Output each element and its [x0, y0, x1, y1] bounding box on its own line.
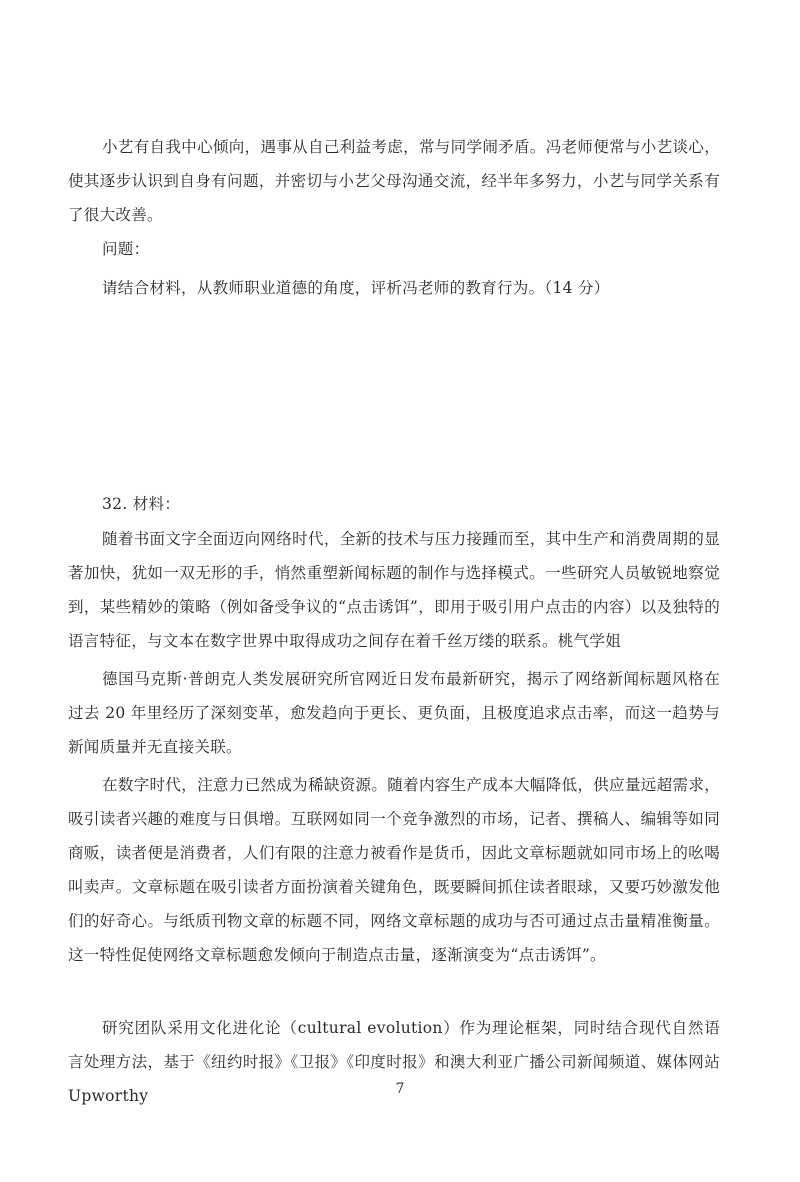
item-32-label: 32. 材料：	[102, 495, 181, 513]
material-paragraph-2: 德国马克斯·普朗克人类发展研究所官网近日发布最新研究，揭示了网络新闻标题风格在过去 20 年里经历了深刻变革，愈发趋向于更长、更负面，且极度追求点击率，而这一趋势与新闻质量并无直接关联。	[68, 670, 720, 756]
case-material-paragraph: 小艺有自我中心倾向，遇事从自己利益考虑，常与同学闹矛盾。冯老师便常与小艺谈心，使其逐步认识到自身有问题，并密切与小艺父母沟通交流，经半年多努力，小艺与同学关系有了很大改善。	[68, 138, 720, 224]
question-label: 问题：	[102, 240, 150, 258]
material-paragraph-3: 在数字时代，注意力已然成为稀缺资源。随着内容生产成本大幅降低，供应量远超需求，吸引读者兴趣的难度与日俱增。互联网如同一个竞争激烈的市场，记者、撰稿人、编辑等如同商贩，读者便是消费者，人们有限的注意力被看作是货币，因此文章标题就如同市场上的吆喝叫卖声。文章标题在吸引读者方面扮演着关键角色，既要瞬间抓住读者眼球，又要巧妙激发他们的好奇心。与纸质刊物文章的标题不同，网络文章标题的成功与否可通过点击量精准衡量。这一特性促使网络文章标题愈发倾向于制造点击量，逐渐演变为“点击诱饵”。	[68, 776, 720, 964]
material-paragraph-4: 研究团队采用文化进化论（cultural evolution）作为理论框架，同时结合现代自然语言处理方法，基于《纽约时报》《卫报》《印度时报》和澳大利亚广播公司新闻频道、媒体网站 Upworthy	[68, 1019, 720, 1105]
question-text: 请结合材料，从教师职业道德的角度，评析冯老师的教育行为。（14 分）	[102, 279, 610, 297]
page-number: 7	[395, 1081, 405, 1097]
material-paragraph-1: 随着书面文字全面迈向网络时代，全新的技术与压力接踵而至，其中生产和消费周期的显著加快，犹如一双无形的手，悄然重塑新闻标题的制作与选择模式。一些研究人员敏锐地察觉到，某些精妙的策略（例如备受争议的“点击诱饵”，即用于吸引用户点击的内容）以及独特的语言特征，与文本在数字世界中取得成功之间存在着千丝万缕的联系。桃气学姐	[68, 530, 720, 650]
